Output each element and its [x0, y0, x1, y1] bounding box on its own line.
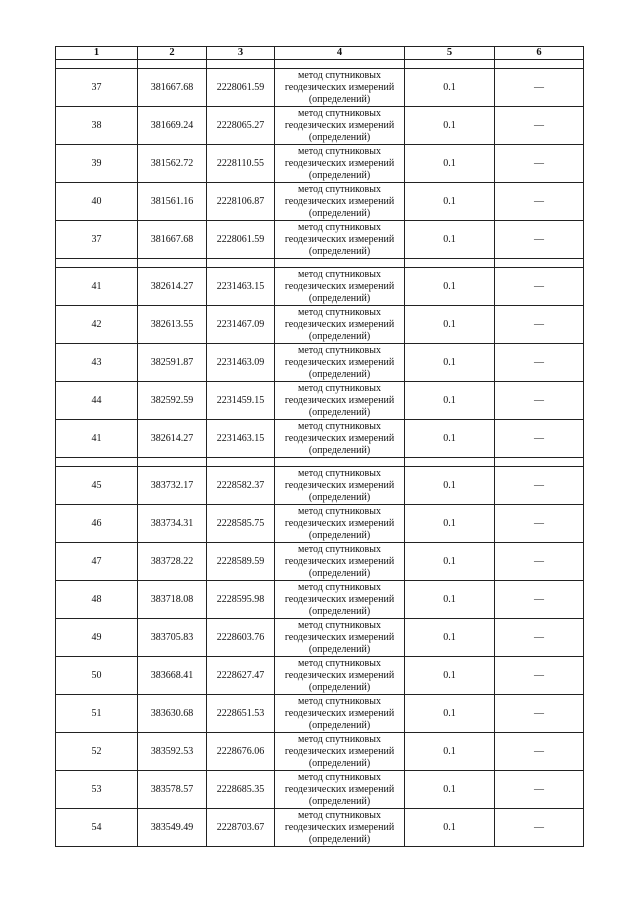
accuracy-value: 0.1 [405, 809, 495, 847]
accuracy-value: 0.1 [405, 505, 495, 543]
empty-cell [56, 259, 138, 268]
coordinate-y: 2228627.47 [207, 657, 275, 695]
coordinate-y: 2228061.59 [207, 221, 275, 259]
column-header-3: 3 [207, 47, 275, 60]
method-line: геодезических измерений [284, 745, 395, 757]
point-number: 54 [56, 809, 138, 847]
empty-cell [405, 458, 495, 467]
coordinate-x: 381669.24 [138, 107, 207, 145]
accuracy-value: 0.1 [405, 145, 495, 183]
empty-cell [275, 60, 405, 69]
empty-cell [138, 458, 207, 467]
method-description [275, 306, 405, 344]
coordinate-y: 2231467.09 [207, 306, 275, 344]
method-line: геодезических измерений [284, 669, 395, 681]
method-line: геодезических измерений [284, 394, 395, 406]
empty-cell [56, 60, 138, 69]
empty-cell [495, 259, 584, 268]
point-description: — [495, 771, 584, 809]
accuracy-value: 0.1 [405, 221, 495, 259]
point-number: 53 [56, 771, 138, 809]
point-description: — [495, 733, 584, 771]
empty-cell [138, 60, 207, 69]
point-number: 51 [56, 695, 138, 733]
empty-cell [138, 259, 207, 268]
point-number: 39 [56, 145, 138, 183]
point-description: — [495, 344, 584, 382]
method-line: геодезических измерений [284, 555, 395, 567]
point-number: 37 [56, 69, 138, 107]
accuracy-value: 0.1 [405, 543, 495, 581]
coordinate-x: 383578.57 [138, 771, 207, 809]
coordinate-x: 383592.53 [138, 733, 207, 771]
table-body [56, 60, 584, 847]
point-number: 43 [56, 344, 138, 382]
column-header-2: 2 [138, 47, 207, 60]
coordinate-y: 2228589.59 [207, 543, 275, 581]
method-line: метод спутниковых [298, 733, 381, 745]
point-description: — [495, 467, 584, 505]
method-line: метод спутниковых [298, 467, 381, 479]
coordinate-x: 383732.17 [138, 467, 207, 505]
accuracy-value: 0.1 [405, 268, 495, 306]
method-line: метод спутниковых [298, 145, 381, 157]
point-description: — [495, 657, 584, 695]
empty-cell [207, 60, 275, 69]
method-description [275, 107, 405, 145]
point-number: 48 [56, 581, 138, 619]
point-description: — [495, 695, 584, 733]
accuracy-value: 0.1 [405, 382, 495, 420]
method-line: геодезических измерений [284, 783, 395, 795]
method-description [275, 505, 405, 543]
point-description: — [495, 543, 584, 581]
coordinate-x: 382613.55 [138, 306, 207, 344]
method-line: метод спутниковых [298, 107, 381, 119]
point-description: — [495, 221, 584, 259]
table-row [56, 183, 584, 221]
method-description [275, 543, 405, 581]
coordinate-x: 382592.59 [138, 382, 207, 420]
coordinate-x: 383718.08 [138, 581, 207, 619]
coordinate-x: 382591.87 [138, 344, 207, 382]
table-header [56, 47, 584, 60]
method-line: метод спутниковых [298, 543, 381, 555]
point-description: — [495, 619, 584, 657]
empty-cell [275, 458, 405, 467]
table-row [56, 344, 584, 382]
point-description: — [495, 420, 584, 458]
point-number: 46 [56, 505, 138, 543]
accuracy-value: 0.1 [405, 619, 495, 657]
coordinate-x: 383734.31 [138, 505, 207, 543]
method-line: геодезических измерений [284, 81, 395, 93]
table-row [56, 771, 584, 809]
method-line: (определений) [308, 529, 371, 541]
accuracy-value: 0.1 [405, 69, 495, 107]
method-line: геодезических измерений [284, 318, 395, 330]
coordinate-y: 2228065.27 [207, 107, 275, 145]
point-number: 50 [56, 657, 138, 695]
coordinate-y: 2228585.75 [207, 505, 275, 543]
point-description: — [495, 69, 584, 107]
point-number: 40 [56, 183, 138, 221]
coordinate-y: 2231463.15 [207, 268, 275, 306]
table-row [56, 809, 584, 847]
section-separator-row [56, 60, 584, 69]
method-line: метод спутниковых [298, 581, 381, 593]
coordinate-x: 381561.16 [138, 183, 207, 221]
point-number: 41 [56, 420, 138, 458]
method-description [275, 467, 405, 505]
coordinate-y: 2228703.67 [207, 809, 275, 847]
coordinate-x: 381562.72 [138, 145, 207, 183]
point-description: — [495, 145, 584, 183]
coordinates-table [55, 46, 584, 847]
method-line: геодезических измерений [284, 119, 395, 131]
method-line: метод спутниковых [298, 809, 381, 821]
coordinate-x: 382614.27 [138, 420, 207, 458]
empty-cell [495, 60, 584, 69]
method-line: метод спутниковых [298, 695, 381, 707]
table-row [56, 467, 584, 505]
accuracy-value: 0.1 [405, 344, 495, 382]
coordinate-x: 383630.68 [138, 695, 207, 733]
method-line: геодезических измерений [284, 432, 395, 444]
accuracy-value: 0.1 [405, 306, 495, 344]
table-row [56, 145, 584, 183]
method-description [275, 221, 405, 259]
coordinate-y: 2228651.53 [207, 695, 275, 733]
table-row [56, 69, 584, 107]
method-line: метод спутниковых [298, 69, 381, 81]
method-line: (определений) [308, 795, 371, 807]
coordinate-y: 2228110.55 [207, 145, 275, 183]
table-row [56, 695, 584, 733]
method-line: (определений) [308, 131, 371, 143]
table-row [56, 543, 584, 581]
method-line: (определений) [308, 368, 371, 380]
method-description [275, 581, 405, 619]
method-line: (определений) [308, 833, 371, 845]
empty-cell [207, 259, 275, 268]
accuracy-value: 0.1 [405, 695, 495, 733]
method-line: метод спутниковых [298, 657, 381, 669]
method-line: (определений) [308, 169, 371, 181]
method-line: геодезических измерений [284, 631, 395, 643]
table-row [56, 581, 584, 619]
coordinate-x: 381667.68 [138, 69, 207, 107]
table-row [56, 221, 584, 259]
table-row [56, 657, 584, 695]
point-number: 45 [56, 467, 138, 505]
method-line: (определений) [308, 207, 371, 219]
table-row [56, 382, 584, 420]
accuracy-value: 0.1 [405, 420, 495, 458]
point-number: 49 [56, 619, 138, 657]
header-row [56, 47, 584, 60]
method-line: (определений) [308, 292, 371, 304]
method-line: (определений) [308, 444, 371, 456]
point-description: — [495, 382, 584, 420]
method-line: метод спутниковых [298, 268, 381, 280]
point-number: 47 [56, 543, 138, 581]
coordinate-x: 383668.41 [138, 657, 207, 695]
method-line: (определений) [308, 605, 371, 617]
accuracy-value: 0.1 [405, 467, 495, 505]
method-description [275, 268, 405, 306]
coordinate-y: 2228685.35 [207, 771, 275, 809]
method-line: (определений) [308, 643, 371, 655]
table-row [56, 420, 584, 458]
method-line: геодезических измерений [284, 157, 395, 169]
method-line: геодезических измерений [284, 233, 395, 245]
method-line: геодезических измерений [284, 517, 395, 529]
method-line: геодезических измерений [284, 479, 395, 491]
coordinate-y: 2231459.15 [207, 382, 275, 420]
table-row [56, 505, 584, 543]
method-line: геодезических измерений [284, 593, 395, 605]
coordinate-y: 2228582.37 [207, 467, 275, 505]
table-row [56, 733, 584, 771]
method-description [275, 733, 405, 771]
point-number: 42 [56, 306, 138, 344]
point-number: 44 [56, 382, 138, 420]
empty-cell [405, 60, 495, 69]
coordinate-x: 383549.49 [138, 809, 207, 847]
point-description: — [495, 581, 584, 619]
accuracy-value: 0.1 [405, 581, 495, 619]
method-line: геодезических измерений [284, 707, 395, 719]
method-description [275, 695, 405, 733]
method-description [275, 619, 405, 657]
method-line: метод спутниковых [298, 306, 381, 318]
method-description [275, 809, 405, 847]
method-line: геодезических измерений [284, 356, 395, 368]
method-line: метод спутниковых [298, 505, 381, 517]
table-row [56, 306, 584, 344]
empty-cell [405, 259, 495, 268]
point-description: — [495, 268, 584, 306]
method-description [275, 420, 405, 458]
table-row [56, 619, 584, 657]
accuracy-value: 0.1 [405, 183, 495, 221]
method-line: (определений) [308, 491, 371, 503]
point-number: 38 [56, 107, 138, 145]
table-row [56, 268, 584, 306]
coordinate-y: 2231463.15 [207, 420, 275, 458]
point-description: — [495, 107, 584, 145]
point-description: — [495, 183, 584, 221]
coordinate-y: 2228603.76 [207, 619, 275, 657]
accuracy-value: 0.1 [405, 771, 495, 809]
coordinate-x: 382614.27 [138, 268, 207, 306]
section-separator-row [56, 458, 584, 467]
coordinate-x: 383705.83 [138, 619, 207, 657]
accuracy-value: 0.1 [405, 733, 495, 771]
point-number: 37 [56, 221, 138, 259]
method-description [275, 657, 405, 695]
point-description: — [495, 809, 584, 847]
point-number: 41 [56, 268, 138, 306]
method-line: геодезических измерений [284, 195, 395, 207]
column-header-5: 5 [405, 47, 495, 60]
coordinate-y: 2231463.09 [207, 344, 275, 382]
point-number: 52 [56, 733, 138, 771]
method-line: метод спутниковых [298, 771, 381, 783]
method-line: (определений) [308, 567, 371, 579]
method-line: (определений) [308, 757, 371, 769]
coordinate-y: 2228676.06 [207, 733, 275, 771]
method-line: метод спутниковых [298, 183, 381, 195]
point-description: — [495, 505, 584, 543]
coordinate-x: 383728.22 [138, 543, 207, 581]
accuracy-value: 0.1 [405, 107, 495, 145]
method-line: (определений) [308, 681, 371, 693]
column-header-6: 6 [495, 47, 584, 60]
method-line: (определений) [308, 719, 371, 731]
coordinate-y: 2228106.87 [207, 183, 275, 221]
method-description [275, 69, 405, 107]
empty-cell [495, 458, 584, 467]
method-line: (определений) [308, 406, 371, 418]
method-line: (определений) [308, 93, 371, 105]
empty-cell [56, 458, 138, 467]
section-separator-row [56, 259, 584, 268]
table-row [56, 107, 584, 145]
method-line: (определений) [308, 245, 371, 257]
method-description [275, 771, 405, 809]
method-line: метод спутниковых [298, 619, 381, 631]
method-line: метод спутниковых [298, 382, 381, 394]
method-line: геодезических измерений [284, 280, 395, 292]
empty-cell [275, 259, 405, 268]
coordinate-y: 2228595.98 [207, 581, 275, 619]
method-description [275, 382, 405, 420]
method-line: метод спутниковых [298, 221, 381, 233]
accuracy-value: 0.1 [405, 657, 495, 695]
method-line: метод спутниковых [298, 420, 381, 432]
method-description [275, 344, 405, 382]
method-line: метод спутниковых [298, 344, 381, 356]
empty-cell [207, 458, 275, 467]
method-description [275, 145, 405, 183]
method-description [275, 183, 405, 221]
coordinate-y: 2228061.59 [207, 69, 275, 107]
column-header-1: 1 [56, 47, 138, 60]
coordinate-x: 381667.68 [138, 221, 207, 259]
method-line: (определений) [308, 330, 371, 342]
method-line: геодезических измерений [284, 821, 395, 833]
column-header-4: 4 [275, 47, 405, 60]
point-description: — [495, 306, 584, 344]
